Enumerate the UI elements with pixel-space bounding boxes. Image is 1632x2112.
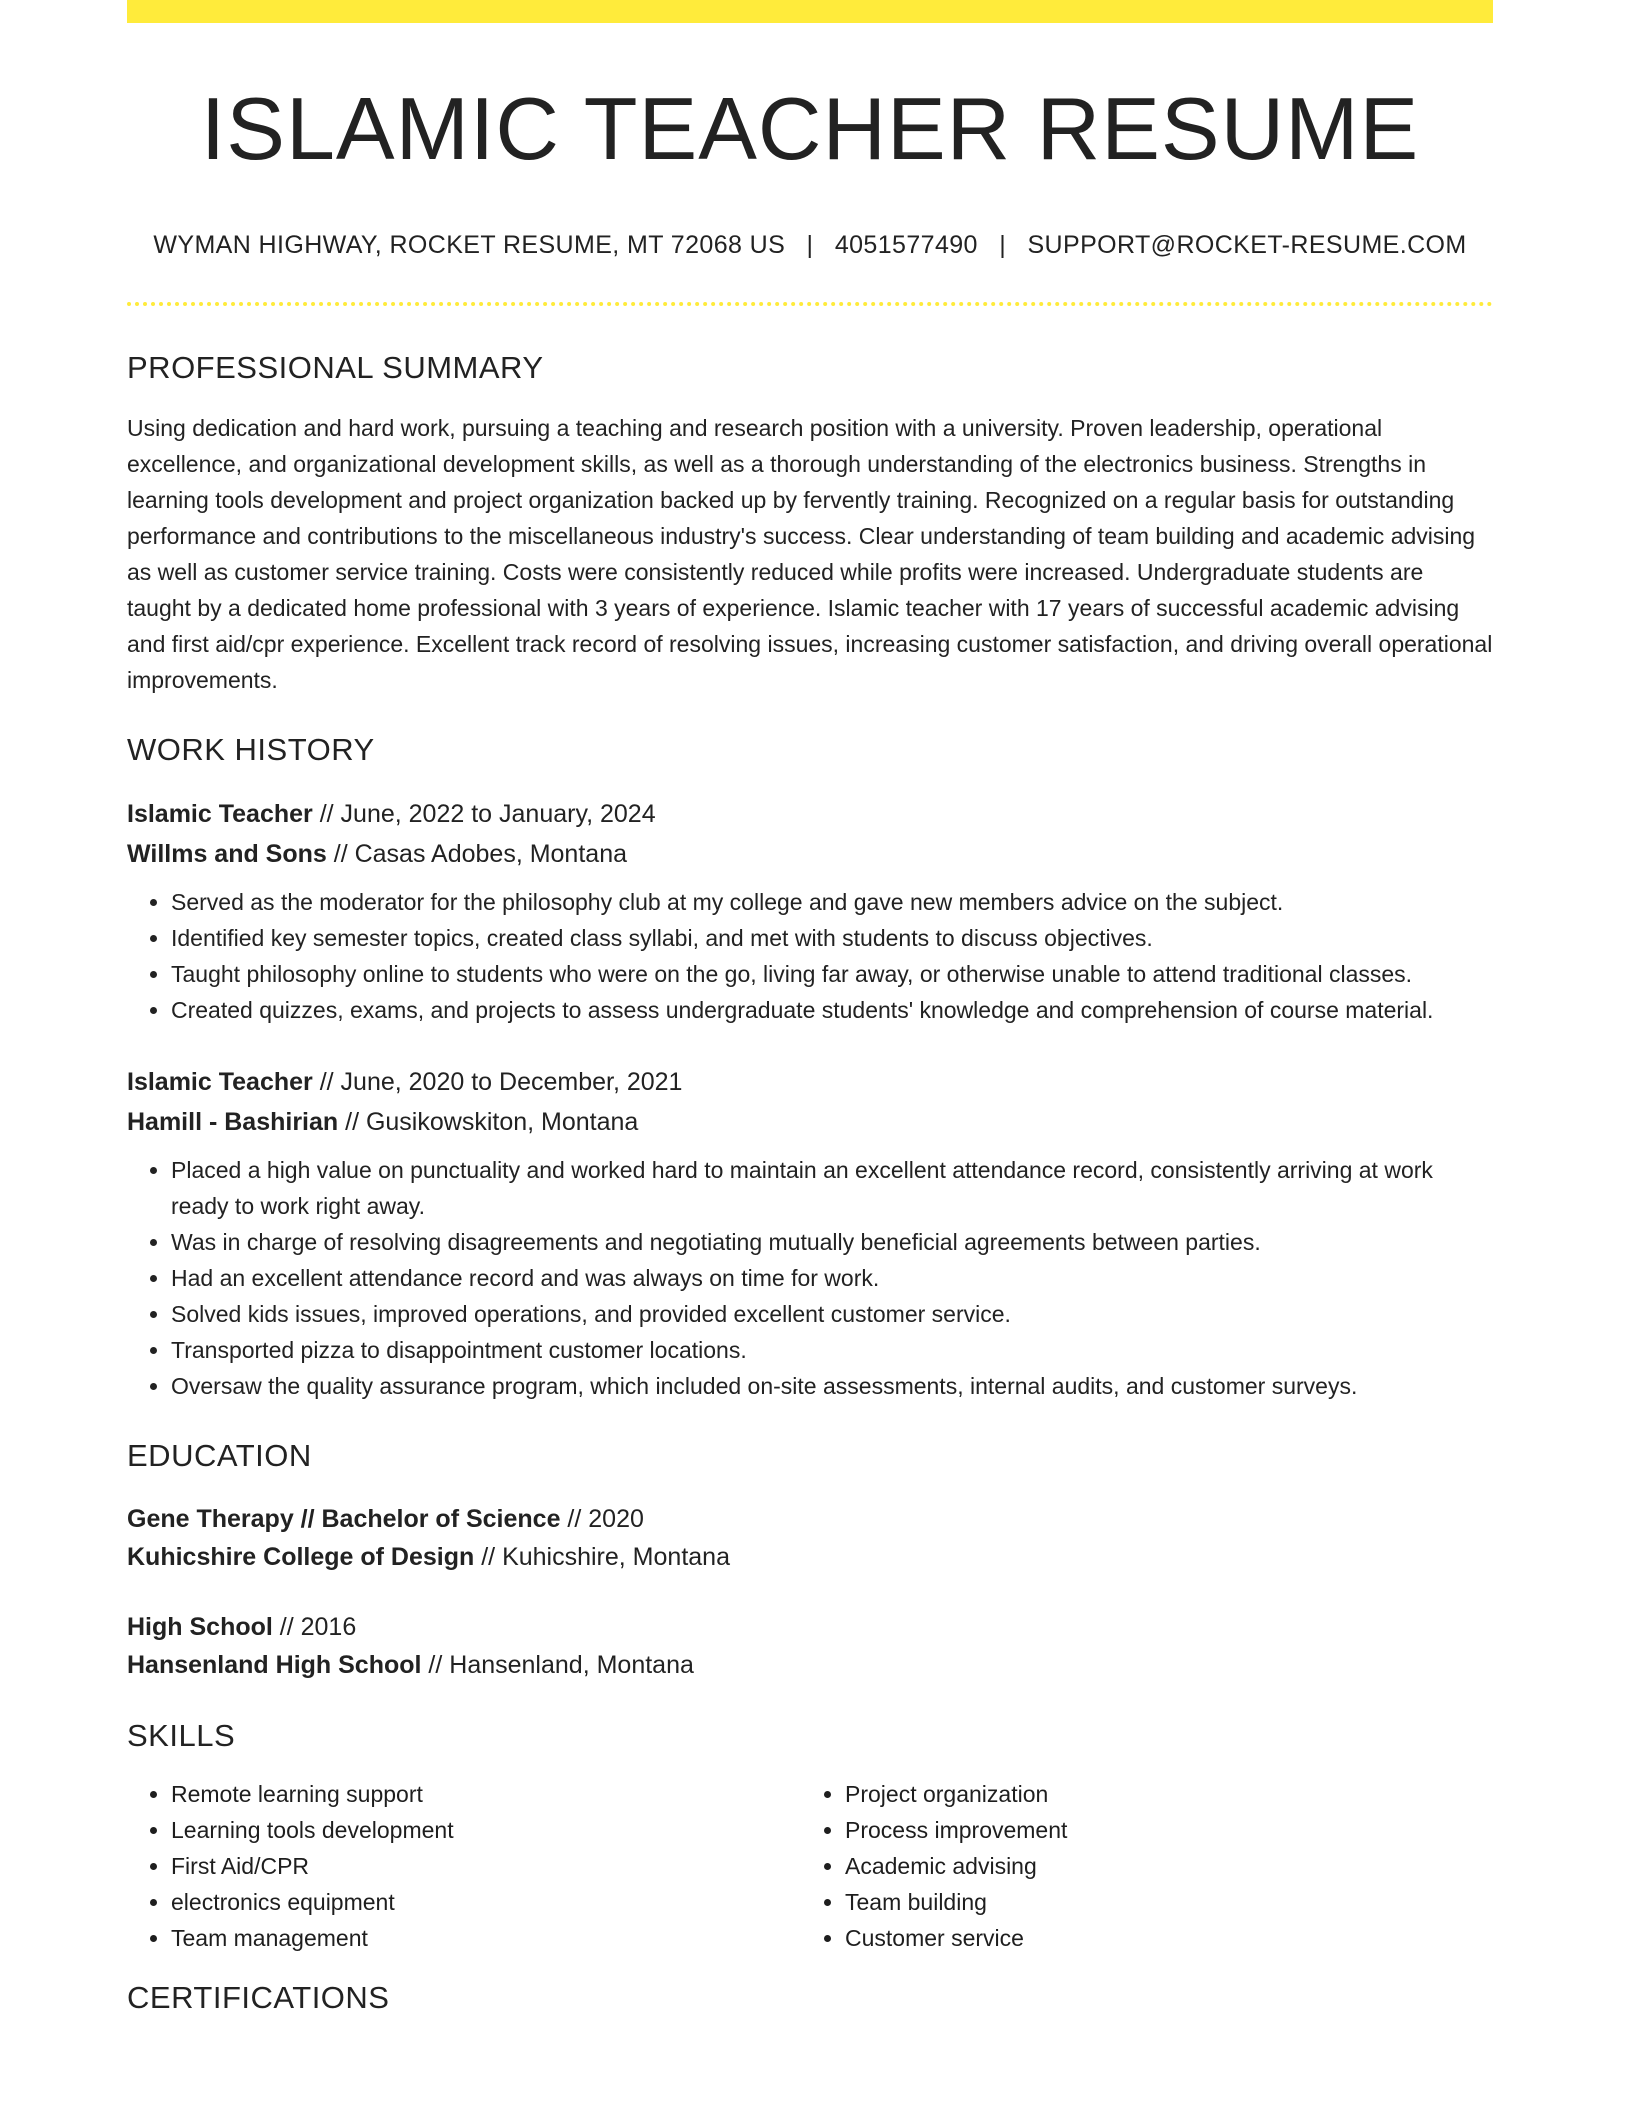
list-item: • Created quizzes, exams, and projects to assess undergraduate students' knowledge and comprehension of course material. xyxy=(171,992,1493,1028)
job-entry xyxy=(127,794,1493,1028)
list-item: • Had an excellent attendance record and was always on time for work. xyxy=(171,1260,1493,1296)
job-dates: // June, 2020 to December, 2021 xyxy=(312,1068,683,1097)
list-item: • Was in charge of resolving disagreements and negotiating mutually beneficial agreements between parties. xyxy=(171,1224,1493,1260)
job-bullets xyxy=(127,1152,1493,1404)
education-degree: Gene Therapy // Bachelor of Science xyxy=(127,1505,561,1534)
skills-list-left xyxy=(127,1776,801,1956)
contact-email[interactable]: SUPPORT@ROCKET-RESUME.COM xyxy=(1027,231,1467,260)
list-item: • Team management xyxy=(171,1920,801,1956)
education-year: // 2016 xyxy=(272,1613,357,1642)
education-school: Hansenland High School xyxy=(127,1651,422,1680)
resume-title: ISLAMIC TEACHER RESUME xyxy=(200,79,1420,178)
job-title: Islamic Teacher xyxy=(127,1068,313,1097)
job-company-line xyxy=(127,834,1493,874)
education-entry xyxy=(127,1500,1493,1576)
contact-separator: | xyxy=(806,231,814,260)
job-bullets xyxy=(127,884,1493,1028)
job-dates: // June, 2022 to January, 2024 xyxy=(312,800,656,829)
education-heading: EDUCATION xyxy=(127,1438,312,1474)
contact-address: WYMAN HIGHWAY, ROCKET RESUME, MT 72068 US xyxy=(153,231,786,260)
job-company-line xyxy=(127,1102,1493,1142)
job-company: Hamill - Bashirian xyxy=(127,1108,339,1137)
list-item: • Solved kids issues, improved operations, and provided excellent customer service. xyxy=(171,1296,1493,1332)
summary-text: Using dedication and hard work, pursuing a teaching and research position with a university. Proven leadership, operational excellence, and organizational development skills, as well as a thorough understanding of the electronics business. Strengths in learning tools development and project organization backed up by fervently training. Recognized on a regular basis for outstanding performance and contributions to the miscellaneous industry's success. Clear understanding of team building and academic advising as well as customer service training. Costs were consistently reduced while profits were increased. Undergraduate students are taught by a dedicated home professional with 3 years of experience. Islamic teacher with 17 years of successful academic advising and first aid/cpr experience. Excellent track record of resolving issues, increasing customer satisfaction, and driving overall operational improvements. xyxy=(127,415,1493,694)
list-item: • Project organization xyxy=(845,1776,1475,1812)
list-item: • Learning tools development xyxy=(171,1812,801,1848)
list-item: • Team building xyxy=(845,1884,1475,1920)
list-item: • First Aid/CPR xyxy=(171,1848,801,1884)
certifications-heading: CERTIFICATIONS xyxy=(127,1980,390,2016)
job-entry xyxy=(127,1062,1493,1404)
accent-top-bar xyxy=(127,0,1493,23)
list-item: • Remote learning support xyxy=(171,1776,801,1812)
education-school: Kuhicshire College of Design xyxy=(127,1543,475,1572)
list-item: • Placed a high value on punctuality and worked hard to maintain an excellent attendance record, consistently arriving at work ready to work right away. xyxy=(171,1152,1493,1224)
skills-heading: SKILLS xyxy=(127,1718,236,1754)
job-title-line xyxy=(127,1062,1493,1102)
education-degree-line xyxy=(127,1500,1493,1538)
summary-heading: PROFESSIONAL SUMMARY xyxy=(127,350,544,386)
job-location: // Casas Adobes, Montana xyxy=(326,840,627,869)
job-location: // Gusikowskiton, Montana xyxy=(338,1108,639,1137)
education-degree: High School xyxy=(127,1613,273,1642)
job-title-line xyxy=(127,794,1493,834)
list-item: • Oversaw the quality assurance program, which included on-site assessments, internal audits, and customer surveys. xyxy=(171,1368,1493,1404)
contact-separator: | xyxy=(999,231,1007,260)
education-location: // Hansenland, Montana xyxy=(421,1651,694,1680)
education-school-line xyxy=(127,1646,1493,1684)
work-history-heading: WORK HISTORY xyxy=(127,732,375,768)
job-title: Islamic Teacher xyxy=(127,800,313,829)
list-item: • Transported pizza to disappointment customer locations. xyxy=(171,1332,1493,1368)
education-year: // 2020 xyxy=(560,1505,644,1534)
list-item: • Taught philosophy online to students who were on the go, living far away, or otherwise unable to attend traditional classes. xyxy=(171,956,1493,992)
dotted-divider xyxy=(127,302,1493,306)
list-item: • Served as the moderator for the philosophy club at my college and gave new members advice on the subject. xyxy=(171,884,1493,920)
list-item: • Process improvement xyxy=(845,1812,1475,1848)
list-item: • Customer service xyxy=(845,1920,1475,1956)
education-school-line xyxy=(127,1538,1493,1576)
education-entry xyxy=(127,1608,1493,1684)
job-company: Willms and Sons xyxy=(127,840,327,869)
resume-page xyxy=(127,0,1493,2016)
list-item: • Academic advising xyxy=(845,1848,1475,1884)
skills-list-right xyxy=(801,1776,1475,1956)
list-item: • Identified key semester topics, created class syllabi, and met with students to discuss objectives. xyxy=(171,920,1493,956)
list-item: • electronics equipment xyxy=(171,1884,801,1920)
education-location: // Kuhicshire, Montana xyxy=(474,1543,730,1572)
education-degree-line xyxy=(127,1608,1493,1646)
skills-columns xyxy=(127,1776,1493,1956)
contact-phone: 4051577490 xyxy=(834,231,978,260)
contact-line xyxy=(127,231,1493,260)
